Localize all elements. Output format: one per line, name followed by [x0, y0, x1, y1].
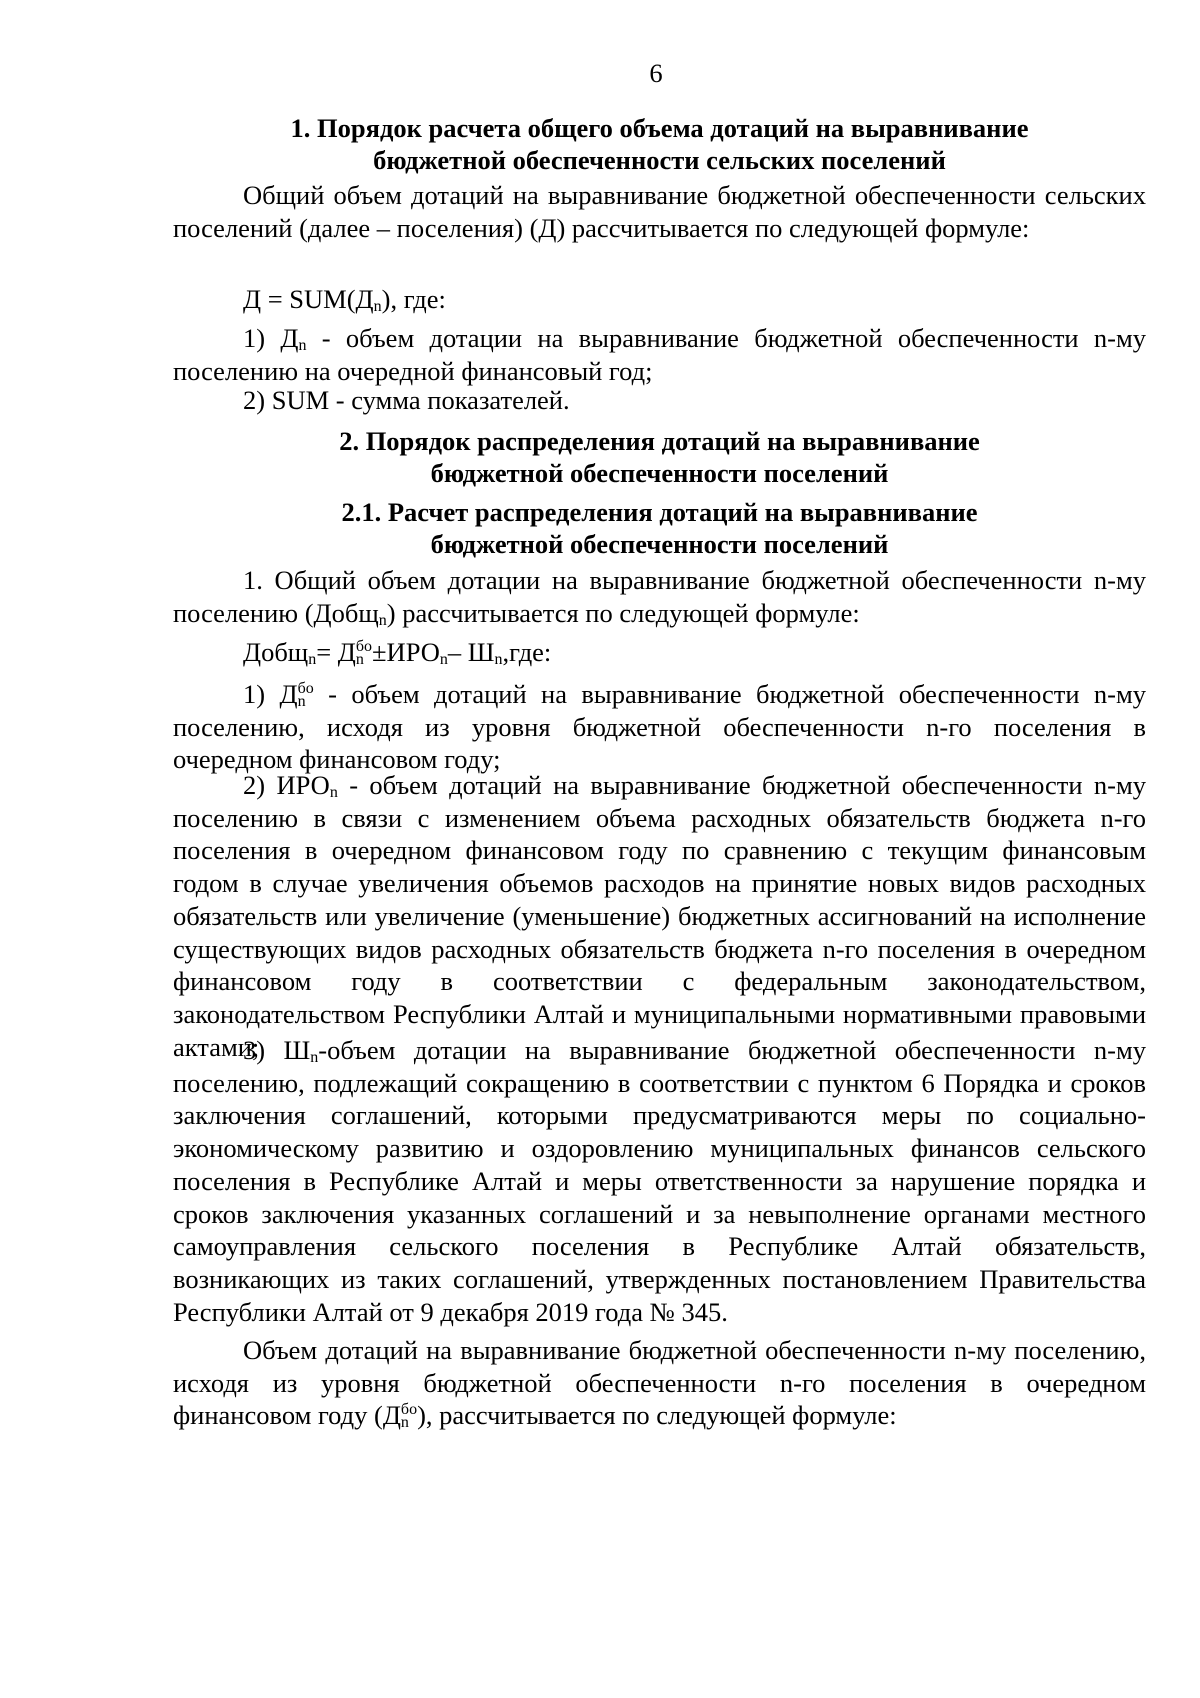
- s21-item-3-b: -объем дотации на выравнивание бюджетной обеспеченности n-му поселению, подлежащий сокращению в соответствии с пунктом 6 Порядка и сроков заключения соглашений, которыми предусматриваются меры по социально-экономическому развитию и оздоровлению муниципальных финансов сельского поселения в Республике Алтай и меры ответственности за нарушение порядка и сроков заключения указанных соглашений и за невыполнение органами местного самоуправления сельского поселения в Республике Алтай обязательств, возникающих из таких соглашений, утвержденных постановлением Правительства Республики Алтай от 9 декабря 2019 года № 345.: [173, 1035, 1146, 1327]
- item-1-b: - объем дотации на выравнивание бюджетной обеспеченности n-му поселению на очередной финансовый год;: [173, 323, 1147, 386]
- section-1-item-2: [173, 384, 1146, 417]
- formula-general-t3-sub: n: [439, 651, 448, 668]
- section-2-1-heading-line1: 2.1. Расчет распределения дотаций на выравнивание: [341, 497, 978, 527]
- formula-total-b: ), где:: [381, 284, 446, 314]
- s21-item-1-sup: бо: [297, 680, 314, 697]
- s21-item-3-a: 3) Ш: [243, 1035, 311, 1065]
- formula-general-t2-sup: бо: [355, 638, 373, 655]
- item-2-text: 2) SUM - сумма показателей.: [243, 385, 570, 415]
- section-1-heading: [173, 112, 1146, 176]
- final-b: ), рассчитывается по следующей формуле:: [417, 1400, 897, 1431]
- section-1-heading-line2: бюджетной обеспеченности сельских поселений: [373, 145, 946, 175]
- section-2-1-item-1: 1) $Д^{бо}_n$ - объем дотаций на выравнивание бюджетной обеспеченности n-му поселению, исходя из уровня бюджетной обеспеченности n-го поселения в очередном финансовом году;: [173, 679, 1147, 775]
- section-2-1-item-3: [173, 1034, 1146, 1328]
- formula-total-sub: n: [373, 298, 382, 315]
- section-2-heading-line2: бюджетной обеспеченности поселений: [430, 458, 889, 488]
- section-1-heading-line1: 1. Порядок расчета общего объема дотаций на выравнивание: [290, 113, 1029, 143]
- p1-a: 1. Общий объем дотации на выравнивание бюджетной обеспеченности n-му поселению (Добщ: [173, 565, 1146, 628]
- section-2-heading-line1: 2. Порядок распределения дотаций на выравнивание: [339, 426, 980, 456]
- section-2-1-final-paragraph: Объем дотаций на выравнивание бюджетной обеспеченности n-му поселению, исходя из уровня бюджетной обеспеченности n-го поселения в очередном финансовом году ($Д^{бо}_n$ ), рассчитывается по следующей формуле:: [173, 1335, 1146, 1432]
- p1-b: ) рассчитывается по следующей формуле:: [386, 597, 860, 628]
- formula-general-t5: ,где:: [502, 637, 552, 667]
- s21-item-2-a: 2) ИРО: [243, 770, 330, 800]
- s21-item-1-b: - объем дотаций на выравнивание бюджетной обеспеченности n-му поселению, исходя из уровня бюджетной обеспеченности n-го поселения в очередном финансовом году;: [173, 679, 1147, 775]
- final-a: Объем дотаций на выравнивание бюджетной обеспеченности n-му поселению, исходя из уровня бюджетной обеспеченности n-го поселения в очередном финансовом году (Д: [173, 1335, 1146, 1431]
- s21-item-2-b: - объем дотаций на выравнивание бюджетной обеспеченности n-му поселению в связи с изменением объема расходных обязательств бюджета n-го поселения в очередном финансовом году по сравнению с текущим финансовым годом в случае увеличения объемов расходов на принятие новых видов расходных обязательств или увеличение (уменьшение) бюджетных ассигнований на исполнение существующих видов расходных обязательств бюджета n-го поселения в очередном финансовом году в соответствии с федеральным законодательством, законодательством Республики Алтай и муниципальными нормативными правовыми актами;: [173, 770, 1147, 1062]
- section-2-1-item-2: [173, 769, 1146, 1063]
- formula-general-t4: – Ш: [447, 637, 495, 667]
- item-1-sub: n: [298, 337, 307, 354]
- formula-general-t4-sub: n: [494, 651, 503, 668]
- formula-general-t1-sub: n: [308, 651, 317, 668]
- section-1-intro-text: Общий объем дотаций на выравнивание бюджетной обеспеченности сельских поселений (далее – поселения) (Д) рассчитывается по следующей формуле:: [173, 180, 1146, 243]
- formula-total: [173, 283, 1146, 315]
- s21-item-1-a: 1) Д: [243, 679, 298, 709]
- formula-general-t3: ±ИРО: [372, 637, 440, 667]
- s21-item-2-sub: n: [329, 784, 338, 801]
- formula-general: Добщ$_n$= $Д^{бо}_n \pm ИРО_n-$ $Ш_n,где$:: [243, 637, 552, 668]
- formula-general-t1: Добщ: [243, 637, 309, 667]
- formula-general-t2: = Д: [316, 637, 356, 667]
- formula-total-a: Д = SUM(Д: [243, 284, 374, 314]
- final-sup: бо: [400, 1401, 418, 1419]
- section-2-1-heading: [173, 496, 1146, 560]
- section-2-heading: [173, 425, 1146, 489]
- s21-item-3-sub: n: [310, 1049, 319, 1066]
- section-2-1-paragraph-1: [173, 564, 1146, 629]
- section-1-item-1: [173, 322, 1146, 387]
- page-number: 6: [649, 58, 663, 88]
- section-1-intro: [173, 179, 1146, 244]
- item-1-a: 1) Д: [243, 323, 299, 353]
- section-2-1-heading-line2: бюджетной обеспеченности поселений: [430, 529, 889, 559]
- p1-sub: n: [378, 611, 387, 629]
